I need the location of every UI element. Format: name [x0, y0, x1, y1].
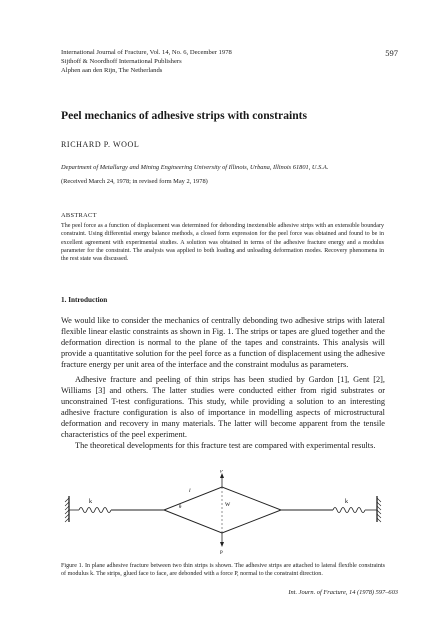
article-author: RICHARD P. WOOL — [61, 140, 140, 149]
journal-info: International Journal of Fracture, Vol. 14, No. 6, December 1978 — [61, 49, 232, 56]
intro-paragraph-3: The theoretical developments for this fracture test are compared with experimental results. — [75, 441, 376, 450]
intro-paragraph-1: We would like to consider the mechanics of centrally debonding two adhesive strips with lateral flexible linear elastic constraints as shown in Fig. 1. The strips or tapes are glued together and the deformation direction is normal to the plane of the tapes and constraints. This analysis will provide a quantitative solution for the peel force as a function of displacement using the adhesive fracture energy per unit area of the interface and the constraint modulus as parameters. — [61, 316, 385, 369]
angle-label: θ — [179, 505, 182, 510]
intro-paragraph-2: Adhesive fracture and peeling of thin strips has been studied by Gardon [1], Gent [2], Williams [3] and others. The latter studies were conducted either from rigid substrates or unconstrained T-test configurations. This study, while providing a solution to an interesting adhesive fracture configuration is also of importance in modelling aspects of microstructural deformation and recovery in many materials. The latter will become apparent from the tensile characteristics of the peel experiment. — [61, 375, 385, 439]
section-heading-introduction: 1. Introduction — [61, 296, 108, 304]
figure-1-caption: Figure 1. In plane adhesive fracture between two thin strips is shown. The adhesive strips are attached to lateral flexible constraints of modulus k. The strips, glued face to face, are debonded with a force P, normal to the constraint direction. — [61, 563, 385, 578]
abstract-text: The peel force as a function of displacement was determined for debonding inextensible adhesive strips with an extensible boundary constraint. Using differential energy balance methods, a closed form expression for the peel force was obtained and found to be in excellent agreement with experimental studies. A solution was obtained in terms of the adhesive fracture energy and a modulus parameter for the constraint. The analysis was applied to both loading and unloading deformation modes. Recovery phenomena in the rest state was discussed. — [61, 223, 384, 263]
article-title: Peel mechanics of adhesive strips with constraints — [61, 109, 308, 122]
publisher-location: Alphen aan den Rijn, The Netherlands — [61, 67, 163, 74]
figure-1-diagram — [61, 470, 385, 554]
force-label-top: P — [220, 470, 223, 475]
received-dates: (Received March 24, 1978; in revised form May 2, 1978) — [61, 178, 208, 185]
publisher-info: Sijthoff & Noordhoff International Publishers — [61, 58, 182, 65]
force-label-bottom: P — [220, 551, 223, 554]
displacement-label: W — [225, 502, 231, 508]
citation-footer: Int. Journ. of Fracture, 14 (1978) 597–603 — [288, 589, 398, 596]
page-number: 597 — [385, 48, 398, 58]
left-spring-label: k — [89, 499, 92, 505]
right-spring — [333, 508, 365, 513]
right-spring-label: k — [345, 499, 348, 505]
author-affiliation: Department of Metallurgy and Mining Engineering University of Illinois, Urbana, Illinois 61801, U.S.A. — [61, 164, 329, 171]
left-spring — [79, 508, 111, 513]
length-label: l — [189, 488, 191, 494]
abstract-heading: ABSTRACT — [61, 212, 97, 219]
debond-region — [164, 487, 281, 533]
